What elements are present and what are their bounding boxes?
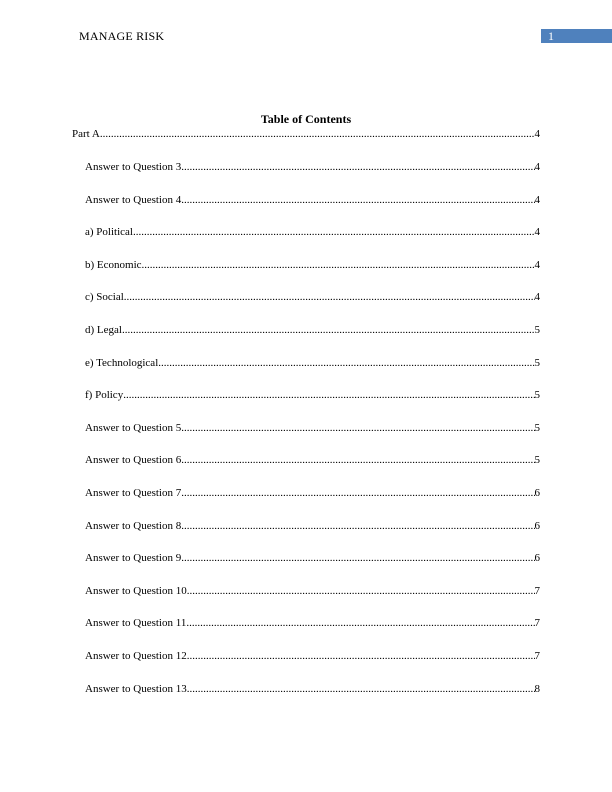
toc-entry-page: 5 (534, 422, 540, 434)
toc-entry-question-6[interactable] (85, 453, 540, 467)
dot-leader (181, 519, 534, 533)
dot-leader (181, 486, 534, 500)
toc-entry-page: 4 (534, 128, 540, 140)
toc-entry-part-a[interactable] (72, 127, 540, 141)
dot-leader (181, 193, 534, 207)
toc-entry-label: Answer to Question 10 (85, 585, 187, 597)
toc-entry-label: e) Technological (85, 357, 159, 369)
toc-entry-label: Answer to Question 8 (85, 520, 182, 532)
toc-entry-question-13[interactable] (85, 682, 540, 696)
dot-leader (181, 551, 534, 565)
toc-entry-page: 5 (534, 324, 540, 336)
toc-entry-label: Answer to Question 13 (85, 683, 187, 695)
toc-entry-label: c) Social (85, 291, 124, 303)
toc-entry-label: d) Legal (85, 324, 122, 336)
toc-entry-page: 4 (534, 226, 540, 238)
dot-leader (187, 682, 535, 696)
toc-entry-label: b) Economic (85, 259, 142, 271)
dot-leader (181, 160, 534, 174)
page-number-badge (541, 29, 612, 43)
toc-entry-question-5[interactable] (85, 421, 540, 435)
page-number: 1 (548, 29, 554, 43)
toc-entry-label: a) Political (85, 226, 133, 238)
toc-entry-question-7[interactable] (85, 486, 540, 500)
toc-entry-technological[interactable] (85, 356, 540, 370)
dot-leader (133, 225, 535, 239)
dot-leader (186, 616, 534, 630)
toc-entry-question-11[interactable] (85, 616, 540, 630)
toc-entry-label: f) Policy (85, 389, 124, 401)
toc-entry-question-9[interactable] (85, 551, 540, 565)
dot-leader (142, 258, 535, 272)
dot-leader (181, 421, 534, 435)
toc-entry-label: Part A (72, 128, 100, 140)
toc-entry-page: 5 (534, 389, 540, 401)
toc-entry-label: Answer to Question 3 (85, 161, 182, 173)
dot-leader (187, 584, 535, 598)
toc-entry-label: Answer to Question 5 (85, 422, 182, 434)
toc-entry-question-8[interactable] (85, 519, 540, 533)
toc-entry-page: 4 (534, 194, 540, 206)
toc-entry-label: Answer to Question 6 (85, 454, 182, 466)
toc-title: Table of Contents (260, 112, 352, 126)
toc-entry-social[interactable] (85, 290, 540, 304)
toc-entry-question-12[interactable] (85, 649, 540, 663)
dot-leader (187, 649, 535, 663)
toc-entry-label: Answer to Question 9 (85, 552, 182, 564)
toc-entry-page: 4 (534, 259, 540, 271)
running-head: MANAGE RISK (79, 29, 165, 43)
toc-entry-page: 8 (534, 683, 540, 695)
toc-entry-label: Answer to Question 12 (85, 650, 187, 662)
toc-entry-page: 5 (534, 454, 540, 466)
dot-leader (158, 356, 534, 370)
toc-entry-page: 7 (534, 650, 540, 662)
toc-entry-question-3[interactable] (85, 160, 540, 174)
toc-entry-page: 7 (534, 617, 540, 629)
toc-entry-page: 6 (534, 520, 540, 532)
toc-entry-page: 7 (534, 585, 540, 597)
toc-entry-page: 4 (534, 161, 540, 173)
dot-leader (123, 388, 534, 402)
toc-entry-page: 5 (534, 357, 540, 369)
toc-entry-page: 6 (534, 487, 540, 499)
toc-entry-question-10[interactable] (85, 584, 540, 598)
toc-entry-label: Answer to Question 4 (85, 194, 182, 206)
toc-entry-economic[interactable] (85, 258, 540, 272)
toc-entry-page: 4 (534, 291, 540, 303)
dot-leader (122, 323, 535, 337)
toc-entry-question-4[interactable] (85, 193, 540, 207)
dot-leader (100, 127, 535, 141)
dot-leader (124, 290, 535, 304)
toc-entry-label: Answer to Question 7 (85, 487, 182, 499)
dot-leader (181, 453, 534, 467)
toc-entry-policy[interactable] (85, 388, 540, 402)
toc-entry-page: 6 (534, 552, 540, 564)
toc-entry-political[interactable] (85, 225, 540, 239)
toc-entry-legal[interactable] (85, 323, 540, 337)
toc-entry-label: Answer to Question 11 (85, 617, 187, 629)
